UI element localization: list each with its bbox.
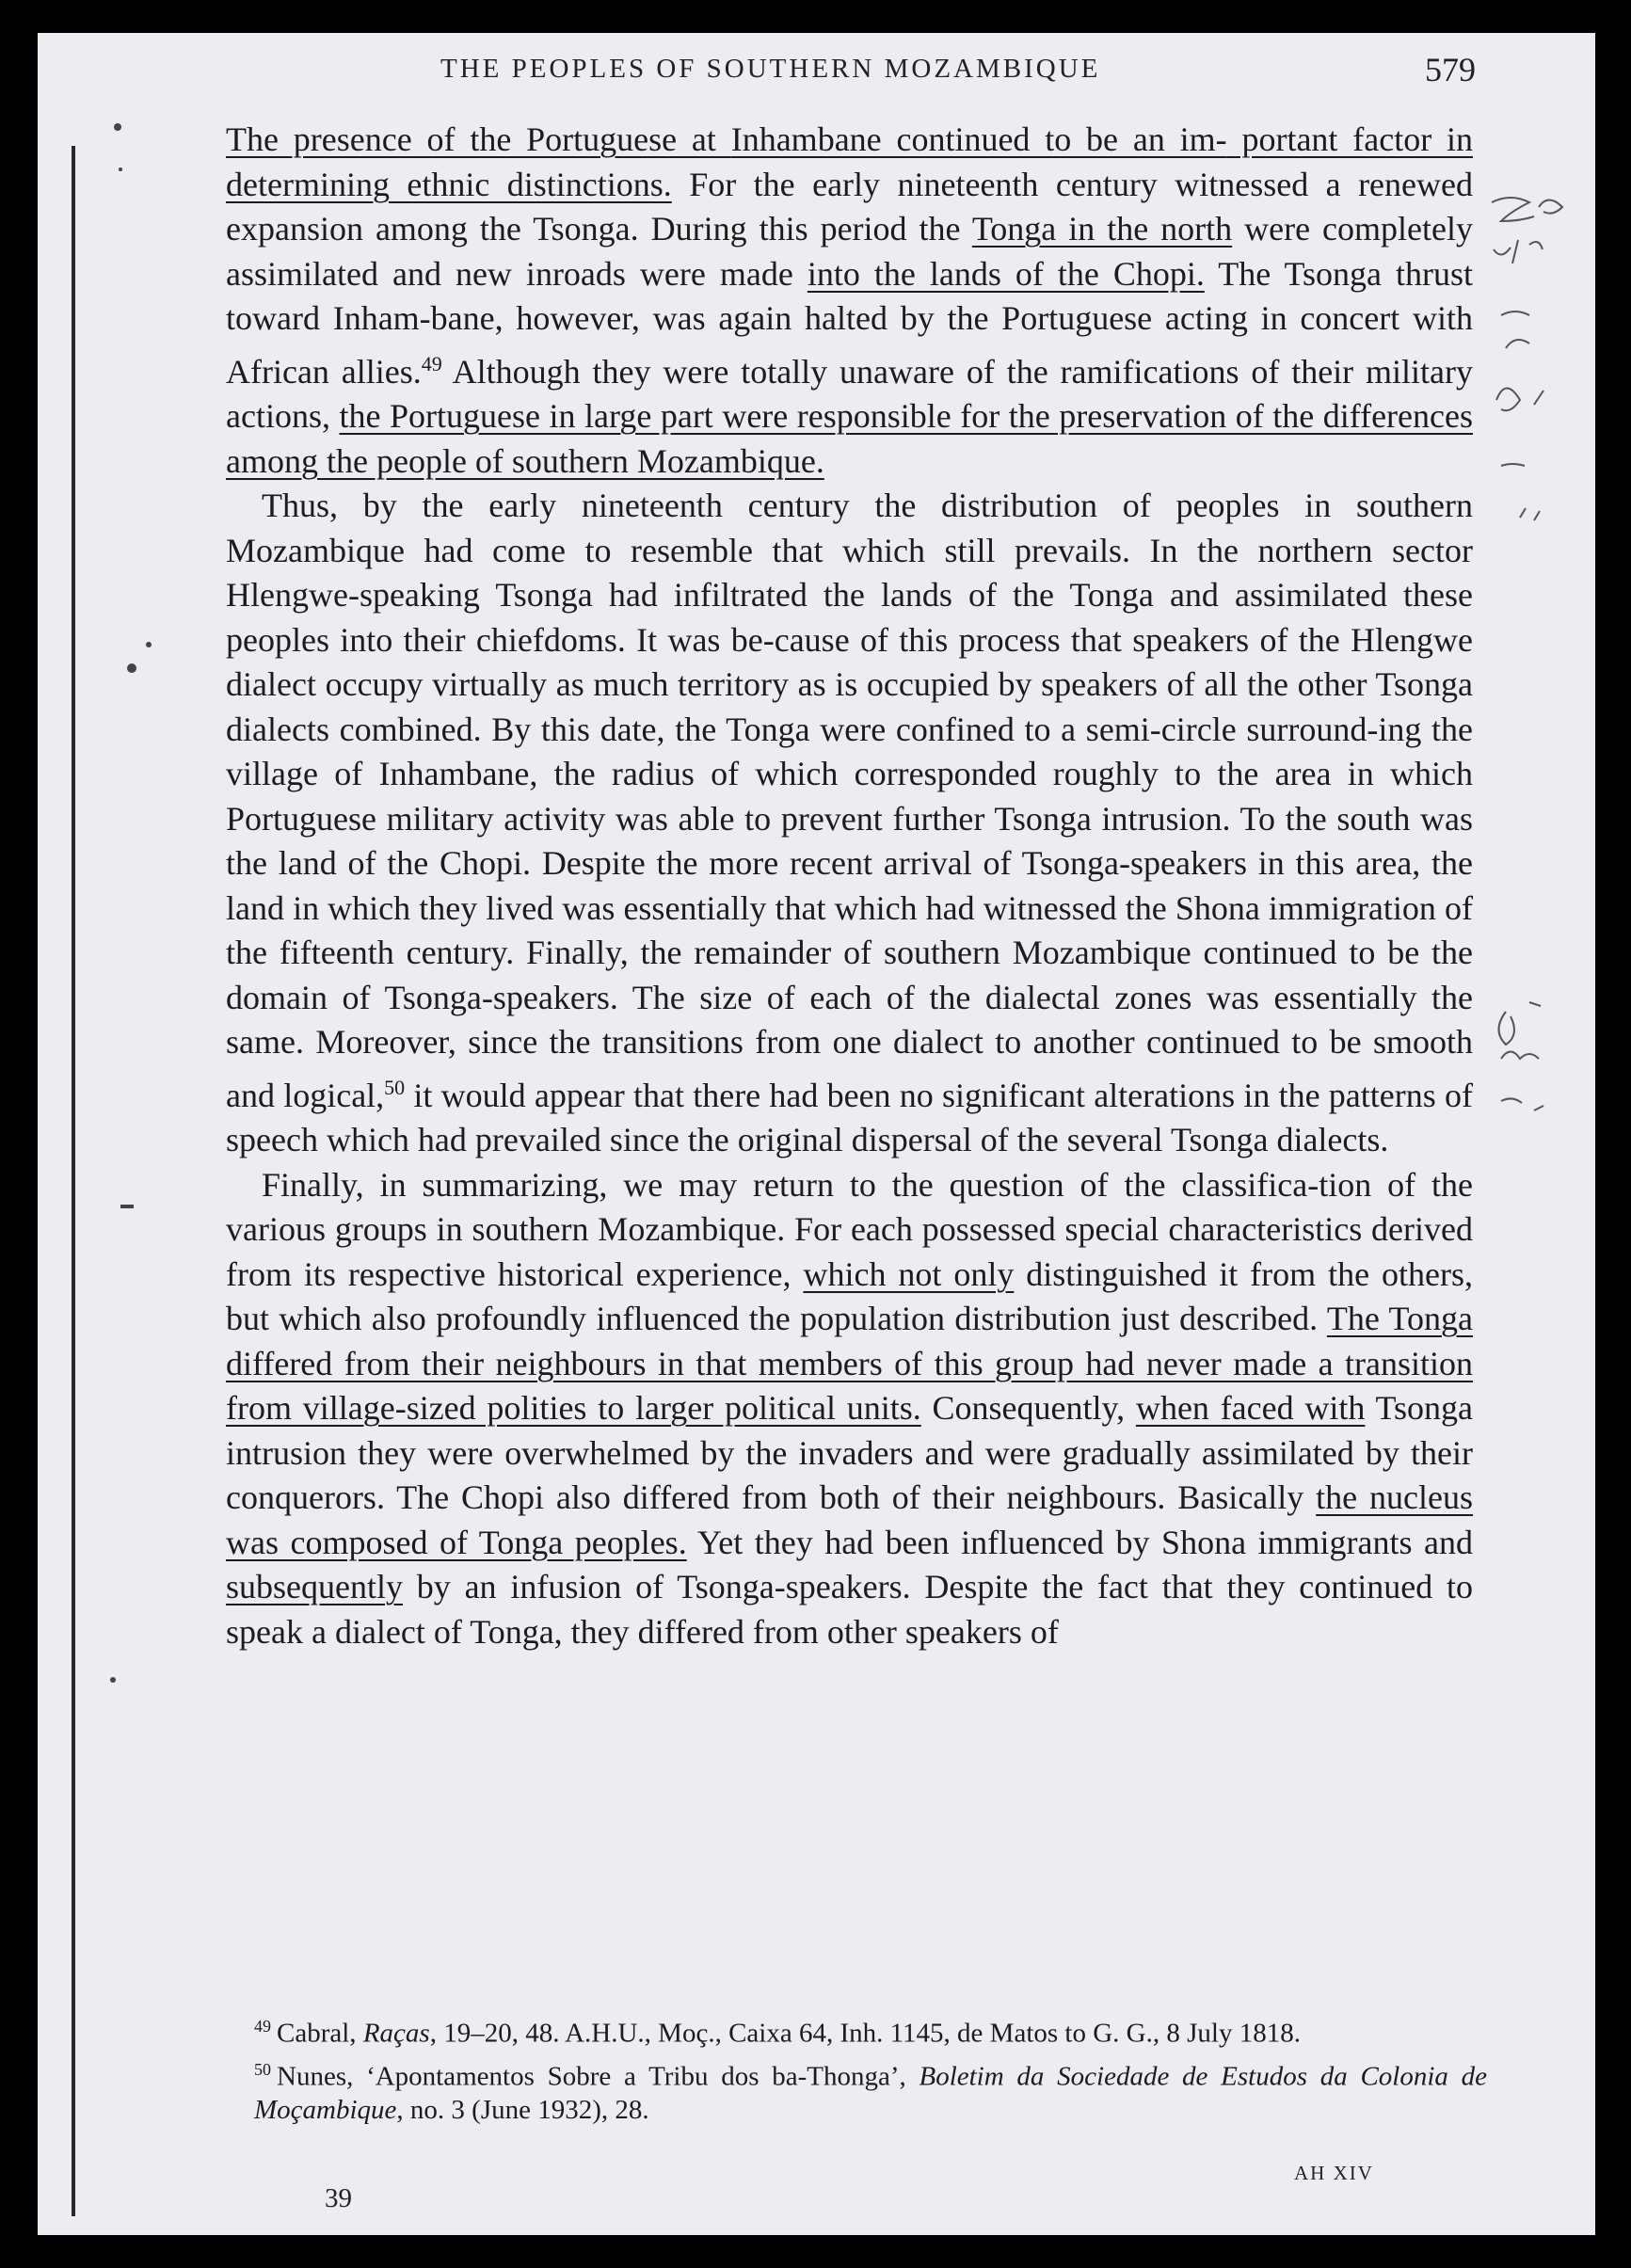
footnote-mark: 50 [254, 2059, 271, 2079]
running-header [440, 51, 1476, 88]
text-run: Finally, in summarizing, we may return to the question of the classifica-tion of the various groups in southern Mozambique. For each possessed special characteristics derived from its respective historical experience, [226, 1165, 1473, 1293]
text-run: by an infusion of Tsonga-speakers. Despite the fact that they continued to speak a dialect of Tonga, they differed from other speakers of [226, 1568, 1473, 1651]
text-run: For the early nineteenth century witnessed a renewed expansion among the Tsonga. During this period the [226, 165, 1473, 248]
paragraph [226, 118, 1473, 484]
text-run: Although they were totally unaware of the ramifications of their military actions, [226, 352, 1474, 435]
text-run: it would appear that there had been no significant alterations in the patterns of speech which had prevailed since the original dispersal of the several Tsonga dialects. [226, 1076, 1473, 1158]
underlined-text: Tonga in the north [971, 210, 1233, 248]
text-run: Nunes, ‘Apontamentos Sobre a Tribu dos ba-Thonga’, [277, 2061, 919, 2092]
footnote [254, 2009, 1487, 2051]
underlined-text: the Portuguese in large part were responsible for the preservation of the differences among the people of southern Mozambique. [226, 397, 1473, 480]
text-run: Consequently, [920, 1389, 1136, 1427]
text-run: were completely assimilated and new inroads were made [226, 210, 1474, 293]
signature-number: 39 [325, 2183, 352, 2213]
underlined-text: the nucleus was composed of Tonga peoples. [226, 1478, 1474, 1561]
text-run: , 19–20, 48. A.H.U., Moç., Caixa 64, Inh. 1145, de Matos to G. G., 8 July 1818. [429, 2018, 1301, 2049]
body-text [226, 118, 1473, 1654]
underlined-text: portant factor in determining ethnic distinctions. [226, 120, 1473, 203]
underlined-text: which not only [803, 1254, 1015, 1293]
underlined-text: when faced with [1135, 1389, 1366, 1427]
footnote-reference: 49 [421, 351, 442, 375]
running-title: THE PEOPLES OF SOUTHERN MOZAMBIQUE [440, 54, 1101, 84]
text-run: Tsonga intrusion they were overwhelmed by the invaders and were gradually assimilated by their conquerors. The Chopi also differed from both of their neighbours. Basically [226, 1389, 1473, 1516]
underlined-text: The presence of the Portuguese at [226, 120, 731, 158]
text-run: The Tsonga thrust toward Inham-bane, however, was again halted by the Portuguese acting in concert with African allies. [226, 254, 1473, 391]
ink-marks [75, 89, 160, 2160]
text-run: Cabral, [277, 2018, 363, 2049]
italic-text: Raças [362, 2018, 430, 2049]
footnote-reference: 50 [384, 1075, 406, 1099]
signature-mark: AH XIV [1294, 2162, 1374, 2184]
text-run: distinguished it from the others, but which also profoundly influenced the population distribution just described. [226, 1254, 1473, 1337]
text-run: , no. 3 (June 1932), 28. [396, 2095, 649, 2126]
footnote-mark: 49 [254, 2017, 271, 2036]
footnotes [254, 2009, 1487, 2129]
underlined-text: into the lands of the Chopi. [807, 254, 1205, 293]
document-page [38, 33, 1595, 2235]
marginal-annotation [1482, 184, 1586, 1125]
italic-text: Boletim da Sociedade de Estudos da Colonia de Moçambique [254, 2061, 1488, 2126]
text-run: Yet they had been influenced by Shona immigrants and [686, 1523, 1473, 1561]
underlined-text: subsequently [226, 1568, 403, 1605]
footnote [254, 2052, 1487, 2128]
page-number: 579 [1425, 51, 1476, 88]
paragraph [226, 1163, 1473, 1655]
underlined-text: Inhambane continued to be an im- [730, 120, 1227, 158]
text-run: Thus, by the early nineteenth century the distribution of peoples in southern Mozambique had come to resemble that which still prevails. In the northern sector Hlengwe-speaking Tsonga had infiltrated the lands of the Tonga and assimilated these peoples into their chiefdoms. It was be-cause of this process that speakers of the Hlengwe dialect occupy virtually as much territory as is occupied by speakers of all the other Tsonga dialects combined. By this date, the Tonga were confined to a semi-circle surround-ing the village of Inhambane, the radius of which corresponded roughly to the area in which Portuguese military activity was able to prevent further Tsonga intrusion. To the south was the land of the Chopi. Despite the more recent arrival of Tsonga-speakers in this area, the land in which they lived was essentially that which had witnessed the Shona immigration of the fifteenth century. Finally, the remainder of southern Mozambique continued to be the domain of Tsonga-speakers. The size of each of the dialectal zones was essentially the same. Moreover, since the transitions from one dialect to another continued to be smooth and logical, [226, 487, 1473, 1114]
paragraph [226, 484, 1473, 1163]
underlined-text: The Tonga differed from their neighbours in that members of this group had never made a transition from village-sized polities to larger political units. [226, 1300, 1473, 1427]
